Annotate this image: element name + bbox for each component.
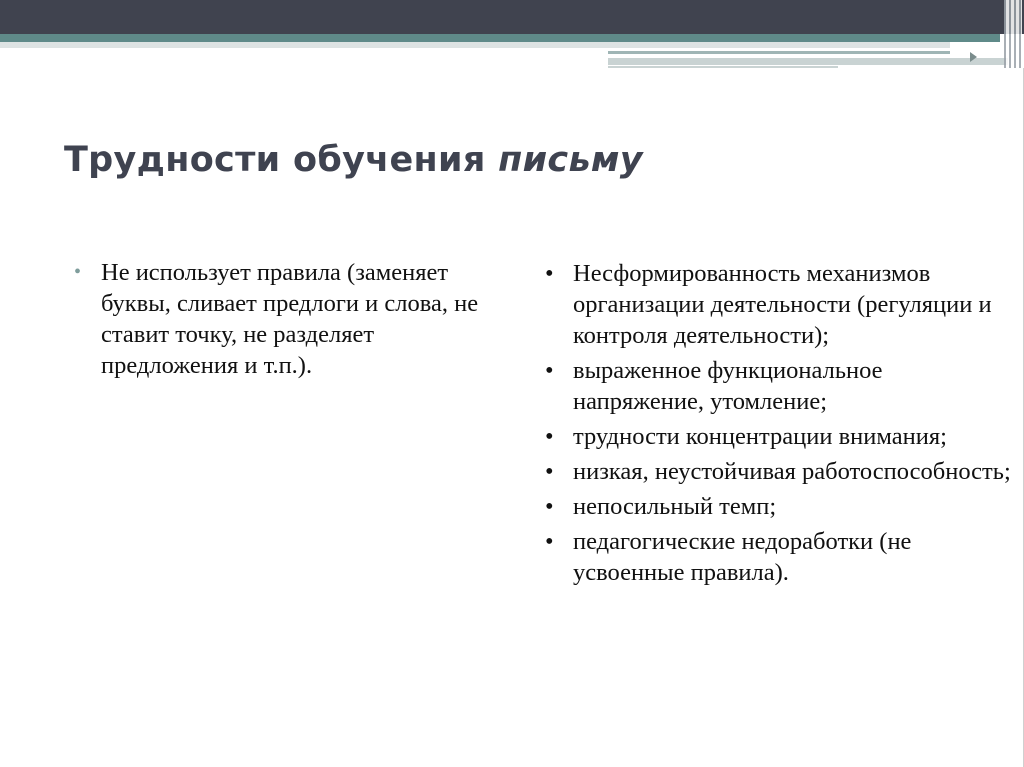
left-bullet-list xyxy=(74,257,494,381)
list-item-text: Несформированность механизмов организации деятельности (регуляции и контроля деятельности); xyxy=(573,260,992,349)
list-item xyxy=(74,257,494,381)
bullet-icon: • xyxy=(545,493,554,520)
header-accent-line xyxy=(608,66,838,68)
list-item-text: низкая, неустойчивая работоспособность; xyxy=(573,458,1011,485)
list-item-text: трудности концентрации внимания; xyxy=(573,423,947,450)
list-item xyxy=(545,258,1015,351)
title-plain: Трудности обучения xyxy=(64,140,499,180)
list-item xyxy=(545,355,1015,417)
header-stripes-decoration xyxy=(1004,0,1022,68)
list-item-text: выраженное функциональное напряжение, утомление; xyxy=(573,357,883,415)
list-item xyxy=(545,421,1015,452)
title-italic: письму xyxy=(498,140,643,180)
header-band-teal xyxy=(0,34,1000,42)
list-item xyxy=(545,526,1015,588)
bullet-icon: • xyxy=(545,260,554,287)
header-arrow-icon xyxy=(970,52,977,62)
list-item xyxy=(545,491,1015,522)
header-accent-line xyxy=(608,58,1008,65)
list-item xyxy=(545,456,1015,487)
header-band-dark xyxy=(0,0,1024,34)
header-band-light xyxy=(0,42,950,48)
list-item-text: непосильный темп; xyxy=(573,493,777,520)
bullet-icon: • xyxy=(74,261,82,283)
bullet-icon: • xyxy=(545,528,554,555)
right-bullet-list xyxy=(545,258,1015,592)
bullet-icon: • xyxy=(545,423,554,450)
header-accent-line xyxy=(608,51,950,54)
list-item-text: Не использует правила (заменяет буквы, сливает предлоги и слова, не ставит точку, не разделяет предложения и т.п.). xyxy=(101,259,479,379)
slide-title xyxy=(64,140,643,180)
bullet-icon: • xyxy=(545,458,554,485)
list-item-text: педагогические недоработки (не усвоенные правила). xyxy=(573,528,912,586)
bullet-icon: • xyxy=(545,357,554,384)
